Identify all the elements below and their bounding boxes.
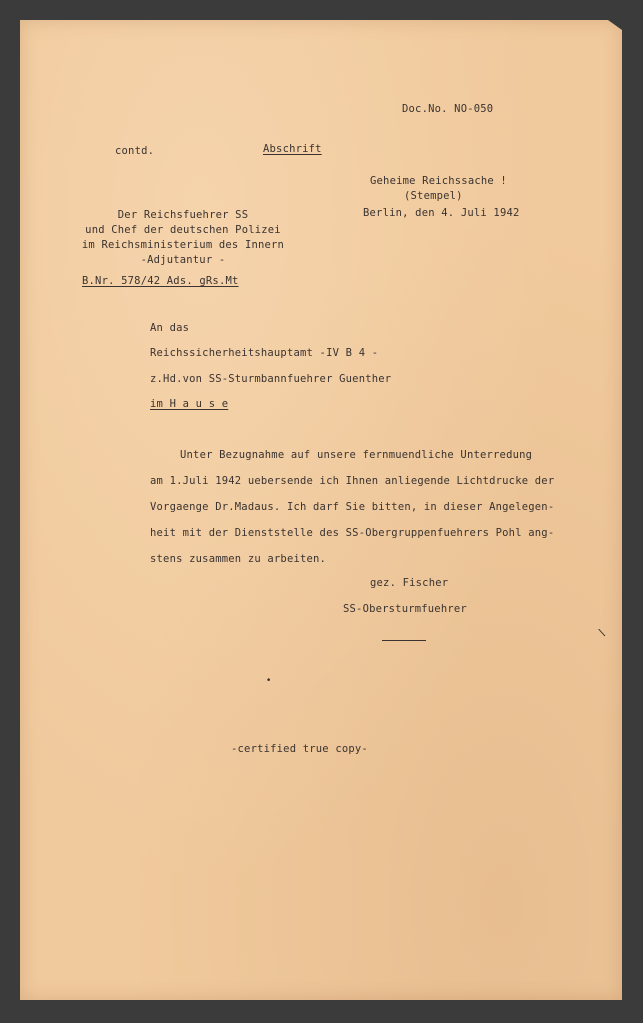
sender-line-2: und Chef der deutschen Polizei bbox=[85, 224, 281, 236]
abschrift-heading: Abschrift bbox=[263, 143, 322, 155]
signature-name: gez. Fischer bbox=[370, 577, 449, 589]
reference-number: B.Nr. 578/42 Ads. gRs.Mt bbox=[82, 275, 239, 287]
signature-rank: SS-Obersturmfuehrer bbox=[343, 603, 467, 615]
margin-tick-mark: \ bbox=[597, 625, 607, 640]
contd-label: contd. bbox=[115, 145, 155, 157]
sender-line-3: im Reichsministerium des Innern bbox=[81, 239, 285, 251]
recipient-line-4: im H a u s e bbox=[150, 398, 229, 410]
torn-corner bbox=[608, 20, 622, 30]
body-line-2: am 1.Juli 1942 uebersende ich Ihnen anliegende Lichtdrucke der bbox=[150, 475, 555, 487]
recipient-line-3: z.Hd.von SS-Sturmbannfuehrer Guenther bbox=[150, 373, 392, 385]
body-line-4: heit mit der Dienststelle des SS-Obergruppenfuehrers Pohl ang- bbox=[150, 527, 555, 539]
body-line-3: Vorgaenge Dr.Madaus. Ich darf Sie bitten, in dieser Angelegen- bbox=[150, 501, 555, 513]
sender-line-4: -Adjutantur - bbox=[140, 254, 226, 266]
document-page bbox=[20, 20, 622, 1000]
place-date: Berlin, den 4. Juli 1942 bbox=[363, 207, 520, 219]
classification-text: Geheime Reichssache ! bbox=[370, 175, 507, 187]
stamp-note: (Stempel) bbox=[404, 190, 463, 202]
recipient-line-2: Reichssicherheitshauptamt -IV B 4 - bbox=[150, 347, 379, 359]
sender-line-1: Der Reichsfuehrer SS bbox=[117, 209, 249, 221]
body-line-1: Unter Bezugnahme auf unsere fernmuendliche Unterredung bbox=[180, 449, 533, 461]
recipient-line-1: An das bbox=[150, 322, 190, 334]
body-line-5: stens zusammen zu arbeiten. bbox=[150, 553, 327, 565]
ink-speck: • bbox=[266, 676, 272, 686]
document-number: Doc.No. NO-050 bbox=[402, 103, 494, 115]
certified-note: -certified true copy- bbox=[231, 743, 368, 755]
signature-rule bbox=[382, 640, 426, 641]
